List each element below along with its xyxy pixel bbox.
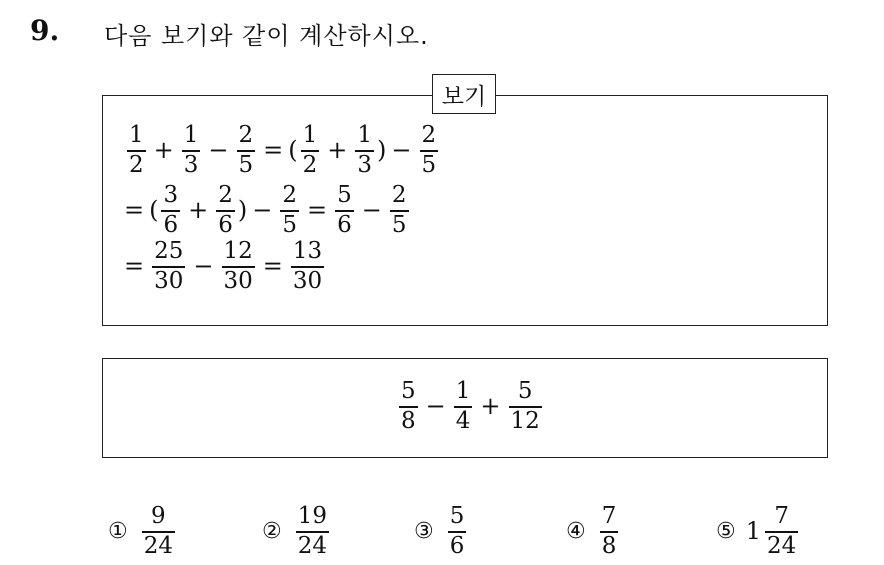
fraction	[142, 505, 175, 558]
operator: +	[188, 196, 209, 225]
numerator: 7	[774, 503, 789, 529]
example-line-1	[124, 124, 441, 177]
left-paren: (	[149, 196, 159, 225]
denominator: 30	[292, 267, 323, 294]
numerator: 5	[337, 182, 352, 208]
numerator: 25	[154, 238, 184, 264]
numerator: 19	[297, 503, 328, 529]
fraction	[152, 240, 185, 293]
denominator: 8	[601, 532, 617, 559]
fraction	[291, 240, 324, 293]
denominator: 24	[767, 532, 797, 559]
choice-marker: ⑤	[716, 518, 736, 544]
denominator: 2	[302, 151, 318, 178]
example-label: 보기	[432, 74, 496, 114]
fraction	[420, 124, 439, 177]
operator: −	[425, 392, 446, 421]
fraction	[355, 124, 374, 177]
question-instruction: 다음 보기와 같이 계산하시오.	[104, 22, 429, 50]
numerator: 12	[223, 238, 253, 264]
answer-choice-4[interactable]	[566, 505, 621, 558]
fraction	[509, 380, 542, 433]
operator: −	[391, 136, 412, 165]
denominator: 30	[154, 267, 184, 294]
fraction	[182, 124, 201, 177]
numerator: 3	[163, 182, 179, 208]
fraction	[280, 184, 299, 237]
numerator: 2	[218, 182, 233, 208]
answer-choice-3[interactable]	[414, 505, 469, 558]
denominator: 5	[238, 151, 254, 178]
fraction	[237, 124, 256, 177]
fraction	[127, 124, 146, 177]
denominator: 24	[297, 532, 328, 559]
fraction	[399, 380, 418, 433]
denominator: 6	[337, 211, 352, 238]
denominator: 5	[282, 211, 297, 238]
operator: −	[252, 196, 273, 225]
fraction	[600, 505, 619, 558]
right-paren: )	[377, 136, 387, 165]
answer-choice-5[interactable]	[716, 505, 801, 558]
numerator: 7	[601, 503, 617, 529]
example-line-2	[124, 184, 412, 237]
problem-expression	[396, 380, 545, 433]
numerator: 2	[238, 122, 254, 148]
denominator: 6	[163, 211, 179, 238]
answer-choice-1[interactable]	[108, 505, 178, 558]
question-number: 9.	[30, 14, 60, 47]
operator: +	[153, 136, 174, 165]
operator: −	[361, 196, 382, 225]
numerator: 5	[517, 378, 533, 404]
fraction	[216, 184, 235, 237]
numerator: 9	[151, 503, 166, 529]
operator: +	[327, 136, 348, 165]
fraction	[390, 184, 409, 237]
numerator: 1	[129, 122, 144, 148]
denominator: 2	[129, 151, 144, 178]
fraction	[448, 505, 467, 558]
denominator: 6	[218, 211, 233, 238]
denominator: 4	[455, 407, 471, 434]
choice-marker: ③	[414, 518, 434, 544]
denominator: 6	[449, 532, 465, 559]
whole-part: 1	[745, 517, 762, 546]
numerator: 2	[282, 182, 297, 208]
choice-marker: ④	[566, 518, 586, 544]
equals-sign: =	[262, 252, 283, 281]
fraction	[454, 380, 473, 433]
numerator: 1	[357, 122, 373, 148]
numerator: 5	[401, 378, 416, 404]
denominator: 3	[357, 151, 373, 178]
denominator: 8	[401, 407, 416, 434]
denominator: 12	[510, 407, 540, 434]
fraction	[765, 505, 798, 558]
denominator: 5	[391, 211, 407, 238]
numerator: 2	[421, 122, 437, 148]
operator: −	[193, 252, 214, 281]
answer-choice-2[interactable]	[262, 505, 332, 558]
numerator: 5	[449, 503, 465, 529]
denominator: 30	[223, 267, 253, 294]
denominator: 3	[183, 151, 199, 178]
equals-sign: =	[124, 196, 145, 225]
fraction	[301, 124, 320, 177]
right-paren: )	[237, 196, 248, 225]
fraction	[296, 505, 329, 558]
fraction	[161, 184, 180, 237]
numerator: 1	[455, 378, 471, 404]
denominator: 24	[143, 532, 174, 559]
choice-marker: ②	[262, 518, 282, 544]
example-line-3	[124, 240, 327, 293]
equals-sign: =	[263, 136, 284, 165]
operator: −	[208, 136, 229, 165]
numerator: 13	[292, 238, 323, 264]
left-paren: (	[288, 136, 298, 165]
choice-marker: ①	[108, 518, 128, 544]
equals-sign: =	[307, 196, 328, 225]
equals-sign: =	[124, 252, 145, 281]
denominator: 5	[421, 151, 437, 178]
fraction	[222, 240, 255, 293]
fraction	[335, 184, 354, 237]
operator: +	[480, 392, 501, 421]
numerator: 1	[302, 122, 318, 148]
numerator: 1	[183, 122, 199, 148]
numerator: 2	[391, 182, 407, 208]
